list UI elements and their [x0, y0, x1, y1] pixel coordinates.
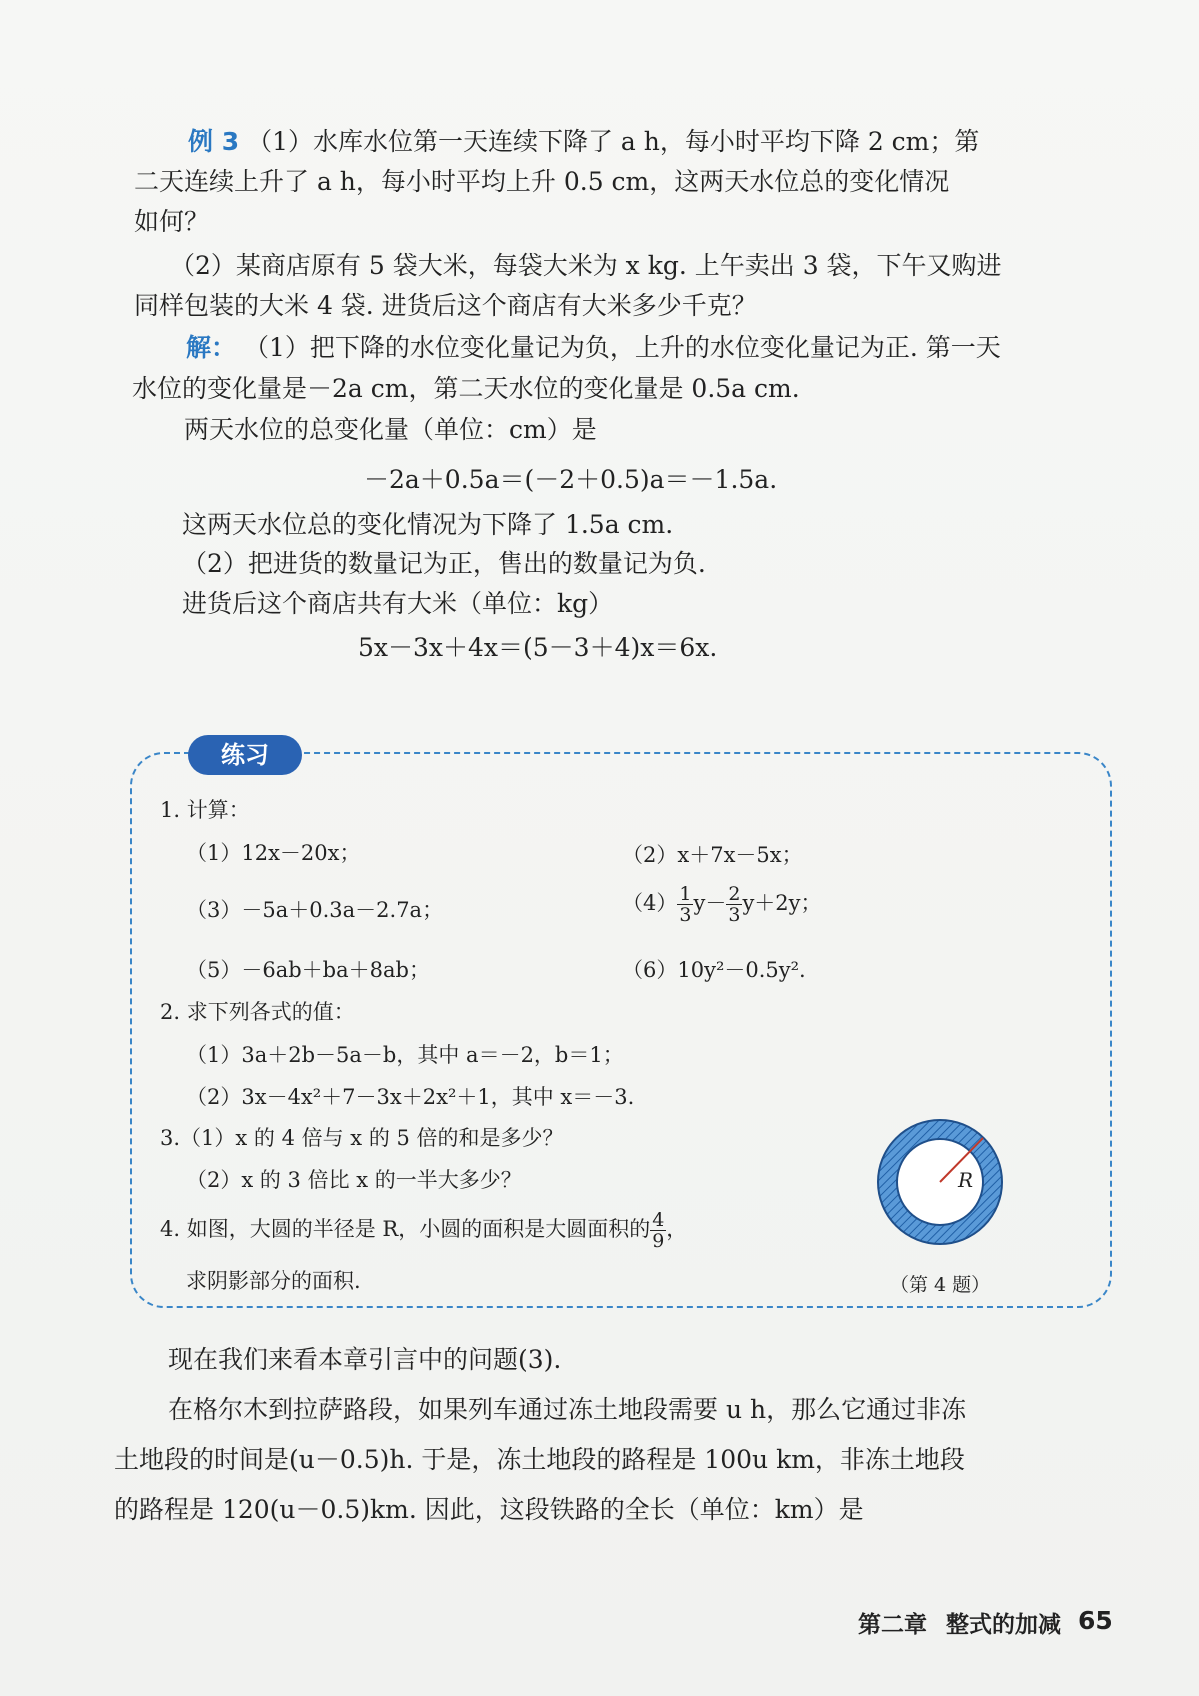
exercise-q2: 2. 求下列各式的值： [160, 1000, 355, 1024]
exercise-q1-5: （5）－6ab＋ba＋8ab； [186, 958, 430, 982]
solution-line3: 两天水位的总变化量（单位：cm）是 [184, 415, 597, 444]
radius-label: R [958, 1168, 974, 1192]
exercise-q4: 4. 如图，大圆的半径是 R，小圆的面积是大圆面积的 $\frac{4}{9}$ ， [160, 1209, 688, 1252]
page-number: 65 [1078, 1606, 1113, 1635]
solution-line6: 进货后这个商店共有大米（单位：kg） [182, 589, 614, 618]
fraction-two-thirds: $\frac{2}{3}$ [728, 883, 741, 926]
solution-line1: 解： （1）把下降的水位变化量记为负，上升的水位变化量记为正. 第一天 [186, 333, 1001, 362]
exercise-q2-1: （1）3a＋2b－5a－b，其中 a＝－2，b＝1； [186, 1043, 624, 1067]
example3-line1: 例 3 （1）水库水位第一天连续下降了 a h，每小时平均下降 2 cm；第 [188, 127, 980, 156]
exercise-q4-line2: 求阴影部分的面积. [186, 1269, 361, 1293]
text-line3: 土地段的时间是(u－0.5)h. 于是，冻土地段的路程是 100u km，非冻土地段 [114, 1445, 965, 1474]
exercise-tab: 练习 [188, 735, 302, 775]
solution-line5: （2）把进货的数量记为正，售出的数量记为负. [182, 549, 706, 578]
exercise-q1-1: （1）12x－20x； [186, 841, 361, 865]
exercise-q1-3: （3）－5a＋0.3a－2.7a； [186, 898, 444, 922]
equation-1: －2a＋0.5a＝(－2＋0.5)a＝－1.5a. [364, 465, 778, 494]
solution-label: 解： [186, 333, 237, 362]
text-line1: 现在我们来看本章引言中的问题(3). [168, 1345, 562, 1374]
fraction-four-ninths: $\frac{4}{9}$ [652, 1209, 665, 1252]
example3-line3: 如何？ [134, 207, 210, 236]
example3-line4: （2）某商店原有 5 袋大米，每袋大米为 x kg. 上午卖出 3 袋，下午又购进 [170, 251, 1002, 280]
solution-line2: 水位的变化量是－2a cm，第二天水位的变化量是 0.5a cm. [132, 374, 800, 403]
exercise-q1-4: （4） $\frac{1}{3}$ y－ $\frac{2}{3}$ y＋2y； [622, 883, 822, 926]
ring-figure [870, 1112, 1010, 1252]
example-label: 例 3 [188, 127, 240, 156]
example3-line2: 二天连续上升了 a h，每小时平均上升 0.5 cm，这两天水位总的变化情况 [134, 167, 950, 196]
exercise-q1-6: （6）10y²－0.5y². [622, 958, 806, 982]
solution-line4: 这两天水位总的变化情况为下降了 1.5a cm. [182, 510, 674, 539]
text-line4: 的路程是 120(u－0.5)km. 因此，这段铁路的全长（单位：km）是 [114, 1495, 864, 1524]
example3-line5: 同样包装的大米 4 袋. 进货后这个商店有大米多少千克？ [134, 291, 757, 320]
exercise-q1: 1. 计算： [160, 798, 250, 822]
exercise-q3-2: （2）x 的 3 倍比 x 的一半大多少？ [186, 1168, 522, 1192]
figure-caption: （第 4 题） [890, 1274, 991, 1296]
fraction-one-third: $\frac{1}{3}$ [679, 883, 692, 926]
text-line2: 在格尔木到拉萨路段，如果列车通过冻土地段需要 u h，那么它通过非冻 [168, 1395, 967, 1424]
footer-title: 整式的加减 [946, 1612, 1061, 1638]
exercise-q3-1: 3.（1）x 的 4 倍与 x 的 5 倍的和是多少？ [160, 1126, 564, 1150]
footer-chapter: 第二章 [858, 1612, 927, 1638]
equation-2: 5x－3x＋4x＝(5－3＋4)x＝6x. [358, 633, 718, 662]
exercise-q2-2: （2）3x－4x²＋7－3x＋2x²＋1，其中 x＝－3. [186, 1085, 635, 1109]
exercise-q1-2: （2）x＋7x－5x； [622, 843, 803, 867]
